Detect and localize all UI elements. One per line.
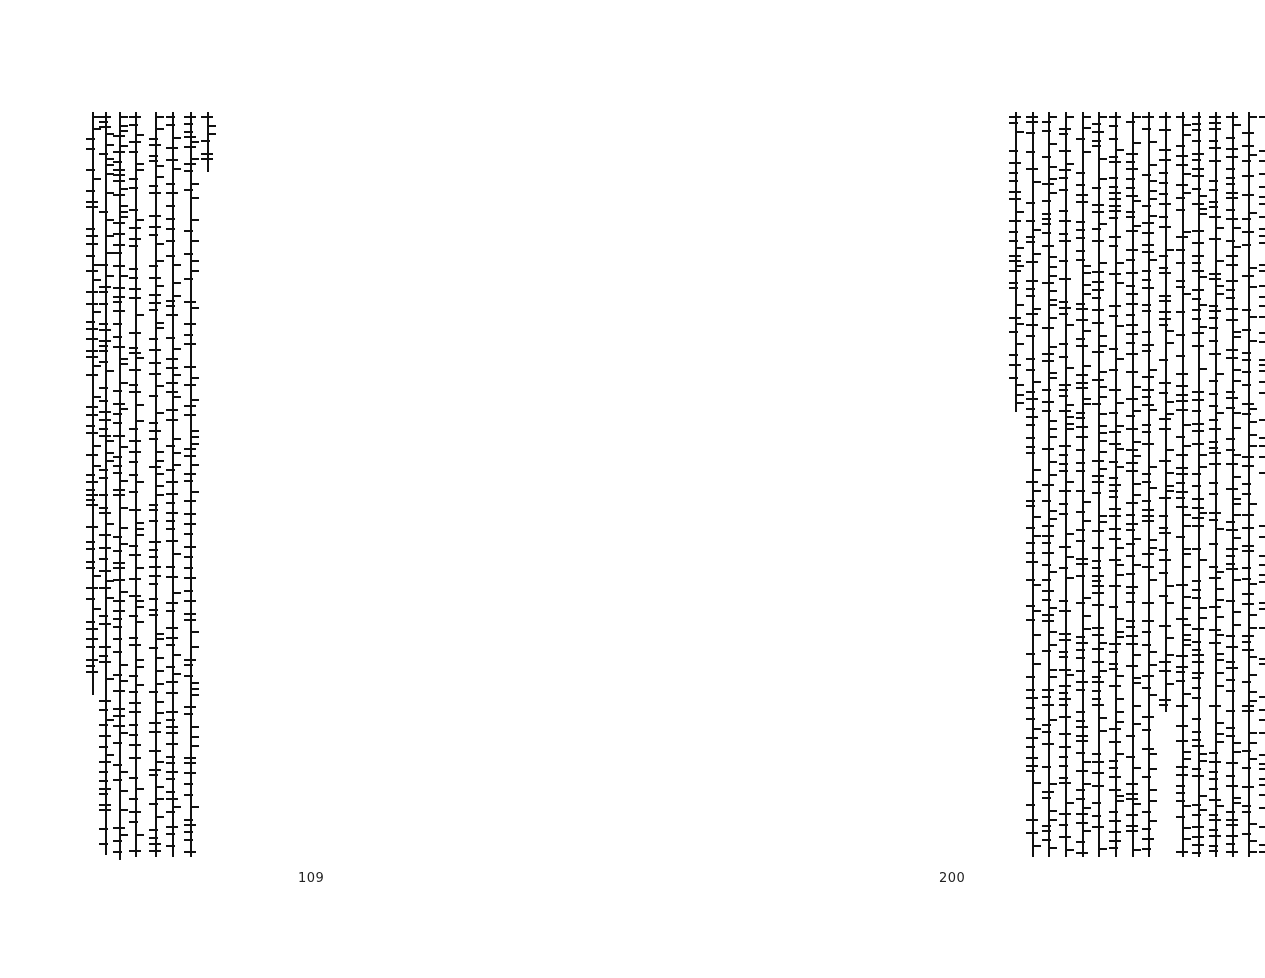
text-column: [200, 112, 216, 172]
text-column: [1158, 112, 1174, 712]
text-column: [1008, 112, 1024, 412]
text-column: [1025, 112, 1041, 857]
text-column: [1075, 112, 1091, 857]
text-column: [1241, 112, 1257, 857]
right-page: [633, 0, 1265, 978]
text-column: [1175, 112, 1191, 857]
text-column: [1208, 112, 1224, 857]
text-column: [1108, 112, 1124, 857]
text-column: [183, 112, 199, 857]
text-column: [1258, 112, 1265, 857]
left-page: [0, 0, 632, 978]
text-column: [1225, 112, 1241, 857]
text-column: [1091, 112, 1107, 857]
text-column: [148, 112, 164, 857]
text-column: [128, 112, 144, 857]
text-column: [1125, 112, 1141, 857]
text-column: [1058, 112, 1074, 857]
right-page-number: 200: [939, 871, 966, 886]
text-column: [1191, 112, 1207, 857]
text-column: [1141, 112, 1157, 857]
text-column: [165, 112, 181, 857]
text-column: [112, 112, 128, 860]
left-page-number: 109: [298, 871, 325, 886]
text-column: [1041, 112, 1057, 857]
